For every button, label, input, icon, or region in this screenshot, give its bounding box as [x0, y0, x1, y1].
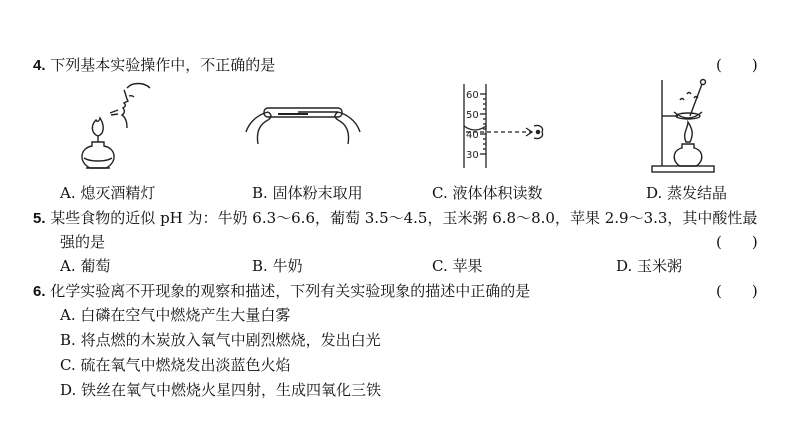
answer-bracket: ( ) [716, 233, 758, 251]
option-5a [60, 256, 110, 276]
option-6c [60, 355, 291, 375]
illustration-graduated-cylinder [452, 80, 562, 170]
illustration-blow-out-lamp [72, 82, 162, 174]
option-5b [252, 256, 303, 276]
option-4b [252, 183, 363, 203]
option-5c [432, 256, 483, 276]
option-text: 葡萄 [80, 257, 111, 275]
option-text: 液体体积读数 [452, 184, 543, 202]
tick-label: 30 [466, 150, 479, 161]
option-6b [60, 330, 381, 350]
option-letter: C. [60, 356, 76, 374]
option-text: 固体粉末取用 [272, 184, 363, 202]
tick-label: 40 [466, 130, 479, 141]
option-letter: D. [60, 381, 77, 399]
option-text: 硫在氧气中燃烧发出淡蓝色火焰 [80, 356, 291, 374]
option-4a [60, 183, 155, 203]
option-6a [60, 305, 290, 325]
question-text: 下列基本实验操作中，不正确的是 [50, 56, 276, 74]
illustration-powder-test-tube [238, 92, 368, 150]
option-text: 熄灭酒精灯 [80, 184, 156, 202]
illustration-evaporation [640, 76, 730, 176]
option-letter: D. [646, 184, 663, 202]
option-text: 将点燃的木炭放入氧气中剧烈燃烧，发出白光 [80, 331, 381, 349]
option-4d [646, 183, 727, 203]
question-number: 5. [33, 210, 46, 227]
option-letter: C. [432, 257, 448, 275]
option-text: 蒸发结晶 [667, 184, 728, 202]
tick-label: 50 [466, 110, 479, 121]
tick-label: 60 [466, 90, 479, 101]
option-text: 牛奶 [272, 257, 303, 275]
option-letter: A. [60, 257, 76, 275]
option-text: 苹果 [452, 257, 483, 275]
option-letter: D. [616, 257, 633, 275]
option-4c [432, 183, 543, 203]
option-text: 玉米粥 [637, 257, 683, 275]
answer-bracket: ( ) [716, 282, 758, 300]
option-text: 铁丝在氧气中燃烧火星四射，生成四氧化三铁 [81, 381, 382, 399]
option-letter: A. [60, 306, 76, 324]
question-number: 4. [33, 57, 46, 74]
question-5-stem [33, 208, 757, 229]
question-6-stem [33, 281, 530, 302]
option-letter: A. [60, 184, 76, 202]
question-4-stem [33, 55, 275, 76]
question-5-stem-continued: 强的是 [60, 233, 106, 251]
answer-bracket: ( ) [716, 56, 758, 74]
option-letter: B. [252, 184, 268, 202]
option-letter: C. [432, 184, 448, 202]
question-number: 6. [33, 283, 46, 300]
option-5d [616, 256, 682, 276]
question-text: 化学实验离不开现象的观察和描述，下列有关实验现象的描述中正确的是 [50, 282, 531, 300]
option-text: 白磷在空气中燃烧产生大量白雾 [80, 306, 291, 324]
option-6d [60, 380, 381, 400]
option-letter: B. [60, 331, 76, 349]
question-text: 某些食物的近似 pH 为：牛奶 6.3～6.6，葡萄 3.5～4.5，玉米粥 6.8～8.0，苹果 2.9～3.3，其中酸性最 [50, 209, 758, 227]
option-letter: B. [252, 257, 268, 275]
